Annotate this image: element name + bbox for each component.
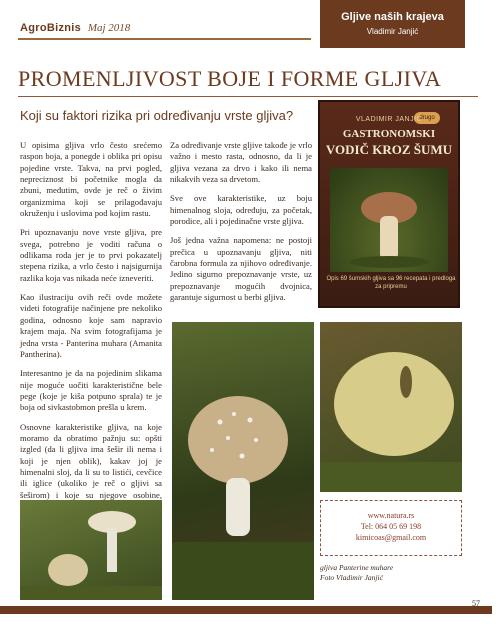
footer-bar [0, 606, 492, 614]
mushroom-photo-right [320, 322, 462, 492]
mushroom-photo-small [20, 500, 162, 600]
book-cover-image [318, 100, 460, 308]
section-header-box [320, 0, 465, 48]
article-title: PROMENLJIVOST BOJE I FORME GLJIVA [18, 66, 442, 91]
magazine-brand: AgroBiznis [20, 22, 82, 34]
page-number: 57 [472, 599, 480, 608]
paragraph: U opisima gljiva vrlo često srećemo raspon boja, a ponegde i oblika pri opisu pojedine vrste. Takva, na prvi pogled, nepreciznost bi početnike mogla da zbuni, međutim, ovde je reč o živim organizmima koji se prilagođavaju okruženju i uslovima pod kojim rastu. [20, 140, 162, 219]
text-column-2 [170, 140, 312, 311]
paragraph: Osnovne karakteristike gljiva, na koje moramo da obratimo pažnju su: opšti izgled (da li gljiva ima šešir ili nema i koji je njen oblik), kakav joj je himenalni sloj, da li su to listići, cevčice ili iglice (ukoliko je reč o gljivi sa šeširom) i koje su njegove osobine, [20, 421, 162, 500]
header-rule [18, 38, 311, 40]
text-column-1 [20, 140, 162, 532]
caption-line-2: Foto Vladimir Janjić [320, 573, 383, 583]
article-subtitle: Koji su faktori rizika pri određivanju vrste gljiva? [20, 108, 294, 123]
phone-number: Tel: 064 05 69 198 [360, 521, 422, 531]
book-mushroom-photo [330, 168, 448, 272]
paragraph: Interesantno je da na pojedinim slikama nije moguće uočiti karakteristične bele pege (koje je kiša potpuno sprala) te je boja od sivkastobmon prešla u krem. [20, 368, 162, 413]
book-author: VLADIMIR JANJIĆ [355, 116, 423, 123]
email-link[interactable]: kimicoas@gmail.com [355, 532, 427, 542]
contact-box [320, 500, 462, 556]
book-badge: drugo [414, 112, 440, 124]
paragraph: Još jedna važna napomena: ne postoji prečica u upoznavanju gljiva, niti čarobna formula za njihovo određivanje. Jedino sigurno prepoznavanje vrste, uz prepoznavanje mogućih dvojnica, garantuje sigurnost u berbi gljiva. [170, 235, 312, 303]
magazine-header [20, 22, 130, 34]
title-rule [18, 96, 478, 97]
website-link[interactable]: www.natura.rs [367, 511, 415, 520]
magazine-issue: Maj 2018 [87, 22, 131, 34]
book-title-line-2: VODIČ KROZ ŠUMU [325, 142, 453, 157]
caption-line-1: gljiva Panterine muhare [320, 563, 394, 572]
photo-caption [320, 563, 393, 583]
paragraph: Sve ove karakteristike, uz boju himenalnog sloja, određuju, za početak, porodice, ali i pojedinačne vrste gljiva. [170, 193, 312, 227]
mushroom-photo-center [172, 322, 314, 600]
paragraph: Kao ilustraciju ovih reči ovde možete videti fotografije načinjene pre nekoliko godina, odnosno koje sam napravio krajem maja. Na svim fotografijama je jedna vrsta - Panterina muhara (Amanita Pantherina). [20, 292, 162, 359]
section-title: Gljive naših krajeva [341, 11, 444, 23]
book-description: Opis 69 šumskih gljiva sa 96 recepata i predloga za pripremu [326, 276, 456, 290]
mushroom-illustration [330, 168, 448, 272]
book-title-line-1: GASTRONOMSKI [342, 128, 436, 140]
section-author: Vladimir Janjić [366, 27, 419, 36]
paragraph: Pri upoznavanju nove vrste gljiva, pre svega, potrebno je voditi računa o odlikama roda jer je to prvi pokazatelj stepena rizika, a vrlo često i najsigurnija razlika koja vas nikada neće izneveriti. [20, 227, 162, 283]
paragraph: Za određivanje vrste gljive takođe je vrlo važno i mesto rasta, odnosno, da li je gljiva vezana za drvo i kako ili nema nikakvih veza sa drvetom. [170, 140, 312, 185]
